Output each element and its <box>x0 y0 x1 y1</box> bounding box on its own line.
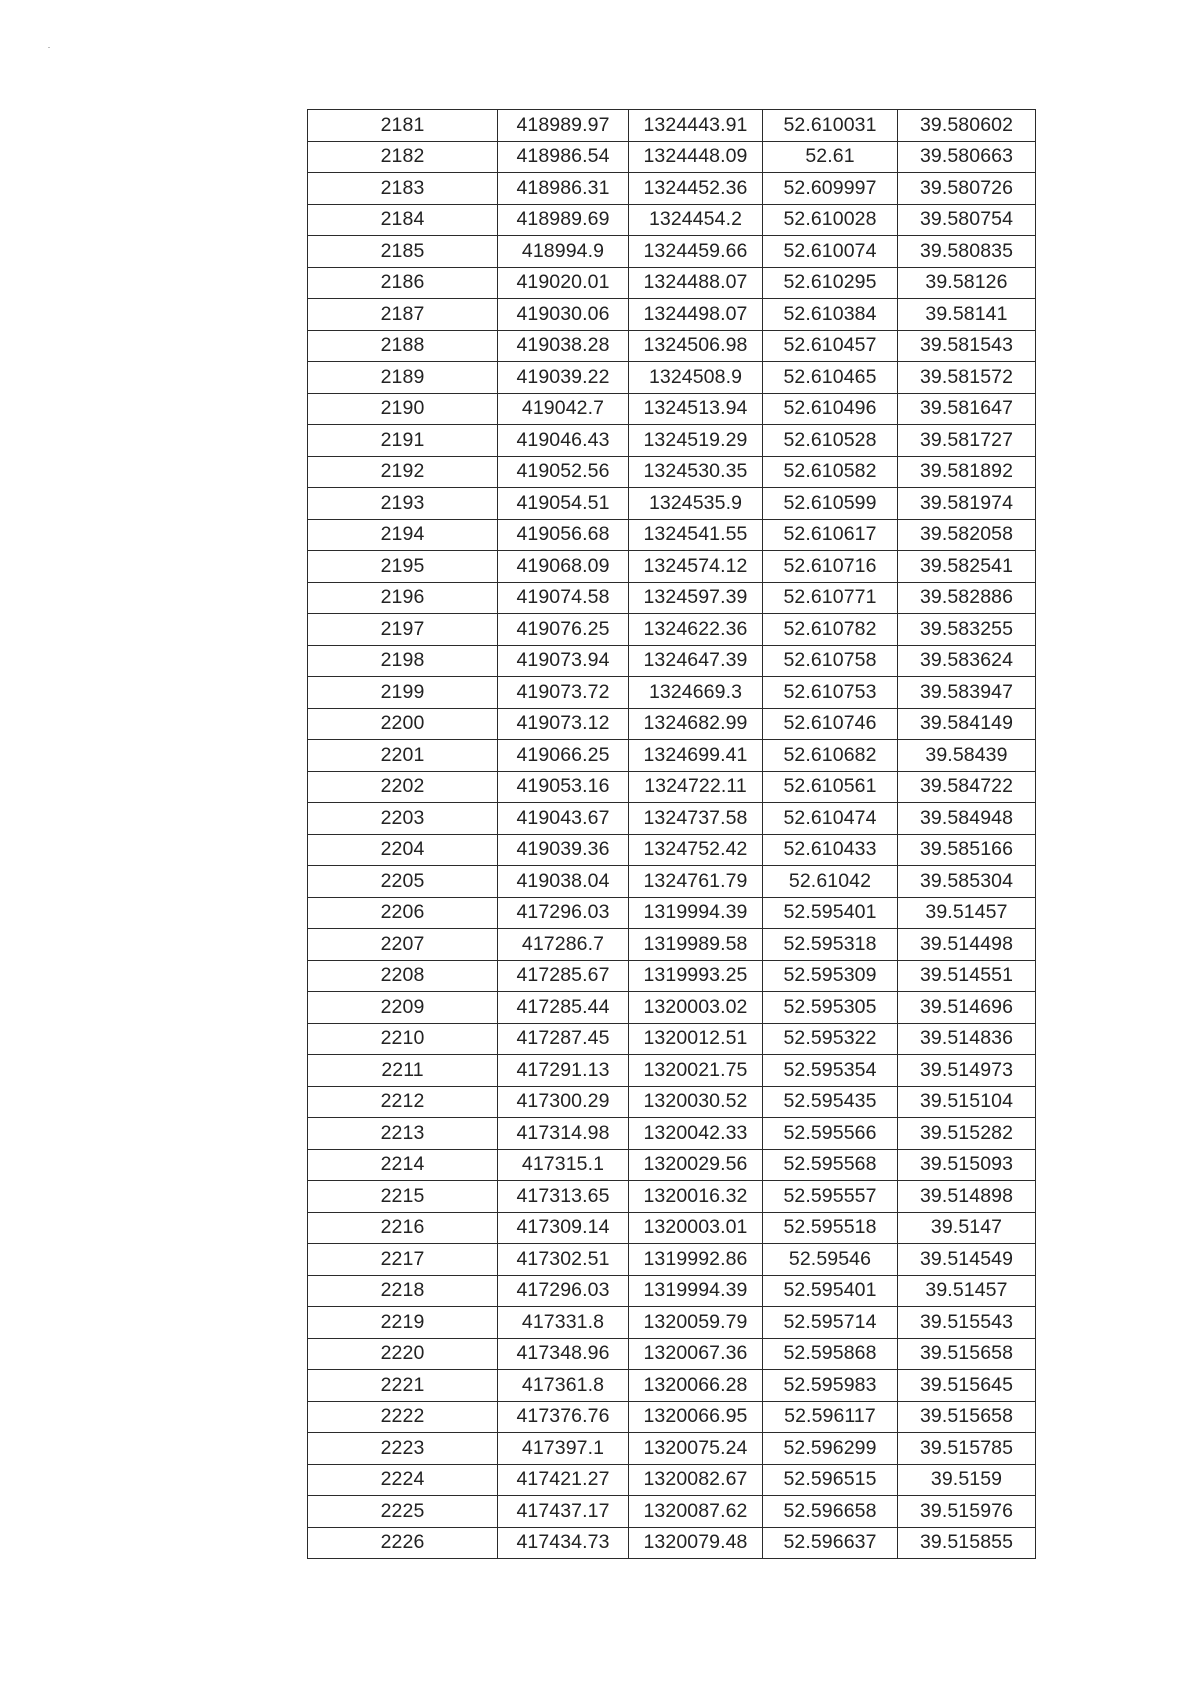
table-row <box>308 1433 1036 1465</box>
table-row <box>308 236 1036 268</box>
x-coordinate-cell: 419074.58 <box>498 582 629 614</box>
latitude-cell: 52.59546 <box>763 1244 898 1276</box>
x-coordinate-cell: 417313.65 <box>498 1181 629 1213</box>
latitude-cell: 52.595518 <box>763 1212 898 1244</box>
x-coordinate-cell: 417376.76 <box>498 1401 629 1433</box>
x-coordinate-cell: 419053.16 <box>498 771 629 803</box>
longitude-cell: 39.584149 <box>898 708 1036 740</box>
x-coordinate-cell: 417286.7 <box>498 929 629 961</box>
point-number-cell: 2213 <box>308 1118 498 1150</box>
point-number-cell: 2198 <box>308 645 498 677</box>
x-coordinate-cell: 419076.25 <box>498 614 629 646</box>
point-number-cell: 2224 <box>308 1464 498 1496</box>
latitude-cell: 52.595868 <box>763 1338 898 1370</box>
x-coordinate-cell: 417421.27 <box>498 1464 629 1496</box>
y-coordinate-cell: 1324737.58 <box>629 803 763 835</box>
latitude-cell: 52.610528 <box>763 425 898 457</box>
y-coordinate-cell: 1320087.62 <box>629 1496 763 1528</box>
longitude-cell: 39.515282 <box>898 1118 1036 1150</box>
x-coordinate-cell: 419038.04 <box>498 866 629 898</box>
point-number-cell: 2194 <box>308 519 498 551</box>
longitude-cell: 39.514551 <box>898 960 1036 992</box>
latitude-cell: 52.595566 <box>763 1118 898 1150</box>
table-row <box>308 897 1036 929</box>
y-coordinate-cell: 1320075.24 <box>629 1433 763 1465</box>
x-coordinate-cell: 417315.1 <box>498 1149 629 1181</box>
x-coordinate-cell: 419073.72 <box>498 677 629 709</box>
point-number-cell: 2220 <box>308 1338 498 1370</box>
latitude-cell: 52.610028 <box>763 204 898 236</box>
latitude-cell: 52.595401 <box>763 897 898 929</box>
y-coordinate-cell: 1320067.36 <box>629 1338 763 1370</box>
y-coordinate-cell: 1324488.07 <box>629 267 763 299</box>
point-number-cell: 2219 <box>308 1307 498 1339</box>
longitude-cell: 39.515104 <box>898 1086 1036 1118</box>
latitude-cell: 52.595309 <box>763 960 898 992</box>
point-number-cell: 2222 <box>308 1401 498 1433</box>
x-coordinate-cell: 419073.94 <box>498 645 629 677</box>
y-coordinate-cell: 1320030.52 <box>629 1086 763 1118</box>
point-number-cell: 2195 <box>308 551 498 583</box>
table-row <box>308 488 1036 520</box>
point-number-cell: 2206 <box>308 897 498 929</box>
latitude-cell: 52.596515 <box>763 1464 898 1496</box>
table-row <box>308 929 1036 961</box>
latitude-cell: 52.595983 <box>763 1370 898 1402</box>
latitude-cell: 52.595322 <box>763 1023 898 1055</box>
y-coordinate-cell: 1320042.33 <box>629 1118 763 1150</box>
table-row <box>308 425 1036 457</box>
point-number-cell: 2208 <box>308 960 498 992</box>
x-coordinate-cell: 419042.7 <box>498 393 629 425</box>
table-row <box>308 1212 1036 1244</box>
x-coordinate-cell: 418986.31 <box>498 173 629 205</box>
longitude-cell: 39.580726 <box>898 173 1036 205</box>
longitude-cell: 39.585304 <box>898 866 1036 898</box>
longitude-cell: 39.584722 <box>898 771 1036 803</box>
latitude-cell: 52.610782 <box>763 614 898 646</box>
latitude-cell: 52.610474 <box>763 803 898 835</box>
latitude-cell: 52.610295 <box>763 267 898 299</box>
x-coordinate-cell: 419039.22 <box>498 362 629 394</box>
longitude-cell: 39.581727 <box>898 425 1036 457</box>
table-row <box>308 1527 1036 1559</box>
x-coordinate-cell: 419073.12 <box>498 708 629 740</box>
table-row <box>308 992 1036 1024</box>
table-row <box>308 456 1036 488</box>
latitude-cell: 52.595318 <box>763 929 898 961</box>
latitude-cell: 52.595354 <box>763 1055 898 1087</box>
latitude-cell: 52.610771 <box>763 582 898 614</box>
point-number-cell: 2216 <box>308 1212 498 1244</box>
point-number-cell: 2218 <box>308 1275 498 1307</box>
longitude-cell: 39.5159 <box>898 1464 1036 1496</box>
point-number-cell: 2182 <box>308 141 498 173</box>
x-coordinate-cell: 419068.09 <box>498 551 629 583</box>
latitude-cell: 52.610582 <box>763 456 898 488</box>
longitude-cell: 39.515855 <box>898 1527 1036 1559</box>
longitude-cell: 39.581974 <box>898 488 1036 520</box>
y-coordinate-cell: 1320003.02 <box>629 992 763 1024</box>
table-row <box>308 267 1036 299</box>
table-row <box>308 960 1036 992</box>
table-row <box>308 1401 1036 1433</box>
y-coordinate-cell: 1320021.75 <box>629 1055 763 1087</box>
y-coordinate-cell: 1324459.66 <box>629 236 763 268</box>
table-row <box>308 1464 1036 1496</box>
point-number-cell: 2192 <box>308 456 498 488</box>
longitude-cell: 39.583255 <box>898 614 1036 646</box>
y-coordinate-cell: 1324647.39 <box>629 645 763 677</box>
point-number-cell: 2193 <box>308 488 498 520</box>
longitude-cell: 39.581647 <box>898 393 1036 425</box>
point-number-cell: 2181 <box>308 110 498 142</box>
longitude-cell: 39.584948 <box>898 803 1036 835</box>
point-number-cell: 2211 <box>308 1055 498 1087</box>
longitude-cell: 39.514549 <box>898 1244 1036 1276</box>
longitude-cell: 39.585166 <box>898 834 1036 866</box>
x-coordinate-cell: 419020.01 <box>498 267 629 299</box>
table-row <box>308 708 1036 740</box>
table-row <box>308 519 1036 551</box>
y-coordinate-cell: 1320059.79 <box>629 1307 763 1339</box>
y-coordinate-cell: 1324622.36 <box>629 614 763 646</box>
y-coordinate-cell: 1320012.51 <box>629 1023 763 1055</box>
longitude-cell: 39.58439 <box>898 740 1036 772</box>
x-coordinate-cell: 419054.51 <box>498 488 629 520</box>
longitude-cell: 39.581572 <box>898 362 1036 394</box>
table-row <box>308 771 1036 803</box>
table-row <box>308 1055 1036 1087</box>
latitude-cell: 52.61042 <box>763 866 898 898</box>
y-coordinate-cell: 1319989.58 <box>629 929 763 961</box>
point-number-cell: 2212 <box>308 1086 498 1118</box>
point-number-cell: 2185 <box>308 236 498 268</box>
y-coordinate-cell: 1319994.39 <box>629 897 763 929</box>
y-coordinate-cell: 1324506.98 <box>629 330 763 362</box>
point-number-cell: 2225 <box>308 1496 498 1528</box>
latitude-cell: 52.610599 <box>763 488 898 520</box>
table-row <box>308 803 1036 835</box>
latitude-cell: 52.610384 <box>763 299 898 331</box>
y-coordinate-cell: 1320079.48 <box>629 1527 763 1559</box>
table-row <box>308 299 1036 331</box>
y-coordinate-cell: 1324761.79 <box>629 866 763 898</box>
longitude-cell: 39.514836 <box>898 1023 1036 1055</box>
point-number-cell: 2189 <box>308 362 498 394</box>
point-number-cell: 2191 <box>308 425 498 457</box>
longitude-cell: 39.582541 <box>898 551 1036 583</box>
longitude-cell: 39.515093 <box>898 1149 1036 1181</box>
table-row <box>308 1275 1036 1307</box>
x-coordinate-cell: 417434.73 <box>498 1527 629 1559</box>
x-coordinate-cell: 419038.28 <box>498 330 629 362</box>
x-coordinate-cell: 418989.97 <box>498 110 629 142</box>
x-coordinate-cell: 417302.51 <box>498 1244 629 1276</box>
latitude-cell: 52.596658 <box>763 1496 898 1528</box>
latitude-cell: 52.610716 <box>763 551 898 583</box>
point-number-cell: 2187 <box>308 299 498 331</box>
latitude-cell: 52.595557 <box>763 1181 898 1213</box>
point-number-cell: 2214 <box>308 1149 498 1181</box>
table-row <box>308 173 1036 205</box>
longitude-cell: 39.51457 <box>898 1275 1036 1307</box>
table-row <box>308 551 1036 583</box>
x-coordinate-cell: 419046.43 <box>498 425 629 457</box>
longitude-cell: 39.582058 <box>898 519 1036 551</box>
point-number-cell: 2197 <box>308 614 498 646</box>
latitude-cell: 52.595305 <box>763 992 898 1024</box>
point-number-cell: 2188 <box>308 330 498 362</box>
table-row <box>308 1307 1036 1339</box>
latitude-cell: 52.610682 <box>763 740 898 772</box>
x-coordinate-cell: 419030.06 <box>498 299 629 331</box>
longitude-cell: 39.515543 <box>898 1307 1036 1339</box>
point-number-cell: 2204 <box>308 834 498 866</box>
y-coordinate-cell: 1324498.07 <box>629 299 763 331</box>
table-row <box>308 393 1036 425</box>
x-coordinate-cell: 417291.13 <box>498 1055 629 1087</box>
point-number-cell: 2184 <box>308 204 498 236</box>
scan-speck <box>48 47 50 48</box>
x-coordinate-cell: 417287.45 <box>498 1023 629 1055</box>
x-coordinate-cell: 417296.03 <box>498 897 629 929</box>
point-number-cell: 2200 <box>308 708 498 740</box>
point-number-cell: 2203 <box>308 803 498 835</box>
point-number-cell: 2199 <box>308 677 498 709</box>
point-number-cell: 2223 <box>308 1433 498 1465</box>
x-coordinate-cell: 418989.69 <box>498 204 629 236</box>
y-coordinate-cell: 1324682.99 <box>629 708 763 740</box>
y-coordinate-cell: 1320082.67 <box>629 1464 763 1496</box>
latitude-cell: 52.595401 <box>763 1275 898 1307</box>
x-coordinate-cell: 419052.56 <box>498 456 629 488</box>
y-coordinate-cell: 1320003.01 <box>629 1212 763 1244</box>
longitude-cell: 39.581543 <box>898 330 1036 362</box>
coordinates-table-body <box>308 110 1036 1559</box>
y-coordinate-cell: 1324508.9 <box>629 362 763 394</box>
latitude-cell: 52.596117 <box>763 1401 898 1433</box>
longitude-cell: 39.514973 <box>898 1055 1036 1087</box>
y-coordinate-cell: 1324722.11 <box>629 771 763 803</box>
y-coordinate-cell: 1324452.36 <box>629 173 763 205</box>
x-coordinate-cell: 417397.1 <box>498 1433 629 1465</box>
x-coordinate-cell: 417437.17 <box>498 1496 629 1528</box>
table-row <box>308 1023 1036 1055</box>
longitude-cell: 39.580835 <box>898 236 1036 268</box>
x-coordinate-cell: 417348.96 <box>498 1338 629 1370</box>
y-coordinate-cell: 1320016.32 <box>629 1181 763 1213</box>
latitude-cell: 52.609997 <box>763 173 898 205</box>
table-row <box>308 362 1036 394</box>
point-number-cell: 2207 <box>308 929 498 961</box>
point-number-cell: 2201 <box>308 740 498 772</box>
latitude-cell: 52.595435 <box>763 1086 898 1118</box>
point-number-cell: 2186 <box>308 267 498 299</box>
y-coordinate-cell: 1319994.39 <box>629 1275 763 1307</box>
table-row <box>308 834 1036 866</box>
latitude-cell: 52.610496 <box>763 393 898 425</box>
longitude-cell: 39.581892 <box>898 456 1036 488</box>
latitude-cell: 52.61 <box>763 141 898 173</box>
latitude-cell: 52.610465 <box>763 362 898 394</box>
x-coordinate-cell: 417285.44 <box>498 992 629 1024</box>
longitude-cell: 39.58141 <box>898 299 1036 331</box>
latitude-cell: 52.596637 <box>763 1527 898 1559</box>
point-number-cell: 2202 <box>308 771 498 803</box>
y-coordinate-cell: 1324699.41 <box>629 740 763 772</box>
table-row <box>308 1244 1036 1276</box>
longitude-cell: 39.580602 <box>898 110 1036 142</box>
table-row <box>308 1149 1036 1181</box>
point-number-cell: 2221 <box>308 1370 498 1402</box>
table-row <box>308 614 1036 646</box>
latitude-cell: 52.610031 <box>763 110 898 142</box>
point-number-cell: 2183 <box>308 173 498 205</box>
x-coordinate-cell: 419066.25 <box>498 740 629 772</box>
table-row <box>308 1338 1036 1370</box>
table-row <box>308 645 1036 677</box>
longitude-cell: 39.58126 <box>898 267 1036 299</box>
y-coordinate-cell: 1319993.25 <box>629 960 763 992</box>
longitude-cell: 39.5147 <box>898 1212 1036 1244</box>
table-row <box>308 866 1036 898</box>
y-coordinate-cell: 1324454.2 <box>629 204 763 236</box>
latitude-cell: 52.610753 <box>763 677 898 709</box>
longitude-cell: 39.580754 <box>898 204 1036 236</box>
longitude-cell: 39.514696 <box>898 992 1036 1024</box>
latitude-cell: 52.610617 <box>763 519 898 551</box>
y-coordinate-cell: 1324513.94 <box>629 393 763 425</box>
y-coordinate-cell: 1320066.95 <box>629 1401 763 1433</box>
latitude-cell: 52.610758 <box>763 645 898 677</box>
longitude-cell: 39.580663 <box>898 141 1036 173</box>
x-coordinate-cell: 417361.8 <box>498 1370 629 1402</box>
x-coordinate-cell: 417300.29 <box>498 1086 629 1118</box>
table-row <box>308 582 1036 614</box>
y-coordinate-cell: 1324519.29 <box>629 425 763 457</box>
y-coordinate-cell: 1324597.39 <box>629 582 763 614</box>
table-row <box>308 330 1036 362</box>
table-row <box>308 1118 1036 1150</box>
table-row <box>308 1370 1036 1402</box>
table-row <box>308 110 1036 142</box>
y-coordinate-cell: 1324669.3 <box>629 677 763 709</box>
table-row <box>308 1181 1036 1213</box>
longitude-cell: 39.51457 <box>898 897 1036 929</box>
longitude-cell: 39.583624 <box>898 645 1036 677</box>
point-number-cell: 2196 <box>308 582 498 614</box>
table-row <box>308 740 1036 772</box>
table-row <box>308 1496 1036 1528</box>
x-coordinate-cell: 417331.8 <box>498 1307 629 1339</box>
y-coordinate-cell: 1324443.91 <box>629 110 763 142</box>
longitude-cell: 39.515658 <box>898 1401 1036 1433</box>
latitude-cell: 52.610433 <box>763 834 898 866</box>
table-row <box>308 677 1036 709</box>
point-number-cell: 2210 <box>308 1023 498 1055</box>
x-coordinate-cell: 419043.67 <box>498 803 629 835</box>
latitude-cell: 52.610561 <box>763 771 898 803</box>
x-coordinate-cell: 419039.36 <box>498 834 629 866</box>
x-coordinate-cell: 417296.03 <box>498 1275 629 1307</box>
y-coordinate-cell: 1320066.28 <box>629 1370 763 1402</box>
longitude-cell: 39.582886 <box>898 582 1036 614</box>
y-coordinate-cell: 1324530.35 <box>629 456 763 488</box>
table-row <box>308 204 1036 236</box>
longitude-cell: 39.515785 <box>898 1433 1036 1465</box>
longitude-cell: 39.514898 <box>898 1181 1036 1213</box>
longitude-cell: 39.515658 <box>898 1338 1036 1370</box>
latitude-cell: 52.596299 <box>763 1433 898 1465</box>
y-coordinate-cell: 1324752.42 <box>629 834 763 866</box>
latitude-cell: 52.610746 <box>763 708 898 740</box>
latitude-cell: 52.595714 <box>763 1307 898 1339</box>
y-coordinate-cell: 1324574.12 <box>629 551 763 583</box>
longitude-cell: 39.515976 <box>898 1496 1036 1528</box>
x-coordinate-cell: 419056.68 <box>498 519 629 551</box>
x-coordinate-cell: 417314.98 <box>498 1118 629 1150</box>
latitude-cell: 52.610457 <box>763 330 898 362</box>
point-number-cell: 2226 <box>308 1527 498 1559</box>
y-coordinate-cell: 1320029.56 <box>629 1149 763 1181</box>
table-row <box>308 141 1036 173</box>
coordinates-table <box>307 109 1036 1559</box>
y-coordinate-cell: 1319992.86 <box>629 1244 763 1276</box>
latitude-cell: 52.595568 <box>763 1149 898 1181</box>
longitude-cell: 39.514498 <box>898 929 1036 961</box>
point-number-cell: 2217 <box>308 1244 498 1276</box>
x-coordinate-cell: 418986.54 <box>498 141 629 173</box>
point-number-cell: 2205 <box>308 866 498 898</box>
point-number-cell: 2209 <box>308 992 498 1024</box>
y-coordinate-cell: 1324535.9 <box>629 488 763 520</box>
latitude-cell: 52.610074 <box>763 236 898 268</box>
longitude-cell: 39.583947 <box>898 677 1036 709</box>
y-coordinate-cell: 1324448.09 <box>629 141 763 173</box>
x-coordinate-cell: 418994.9 <box>498 236 629 268</box>
y-coordinate-cell: 1324541.55 <box>629 519 763 551</box>
x-coordinate-cell: 417309.14 <box>498 1212 629 1244</box>
x-coordinate-cell: 417285.67 <box>498 960 629 992</box>
point-number-cell: 2215 <box>308 1181 498 1213</box>
table-row <box>308 1086 1036 1118</box>
point-number-cell: 2190 <box>308 393 498 425</box>
longitude-cell: 39.515645 <box>898 1370 1036 1402</box>
